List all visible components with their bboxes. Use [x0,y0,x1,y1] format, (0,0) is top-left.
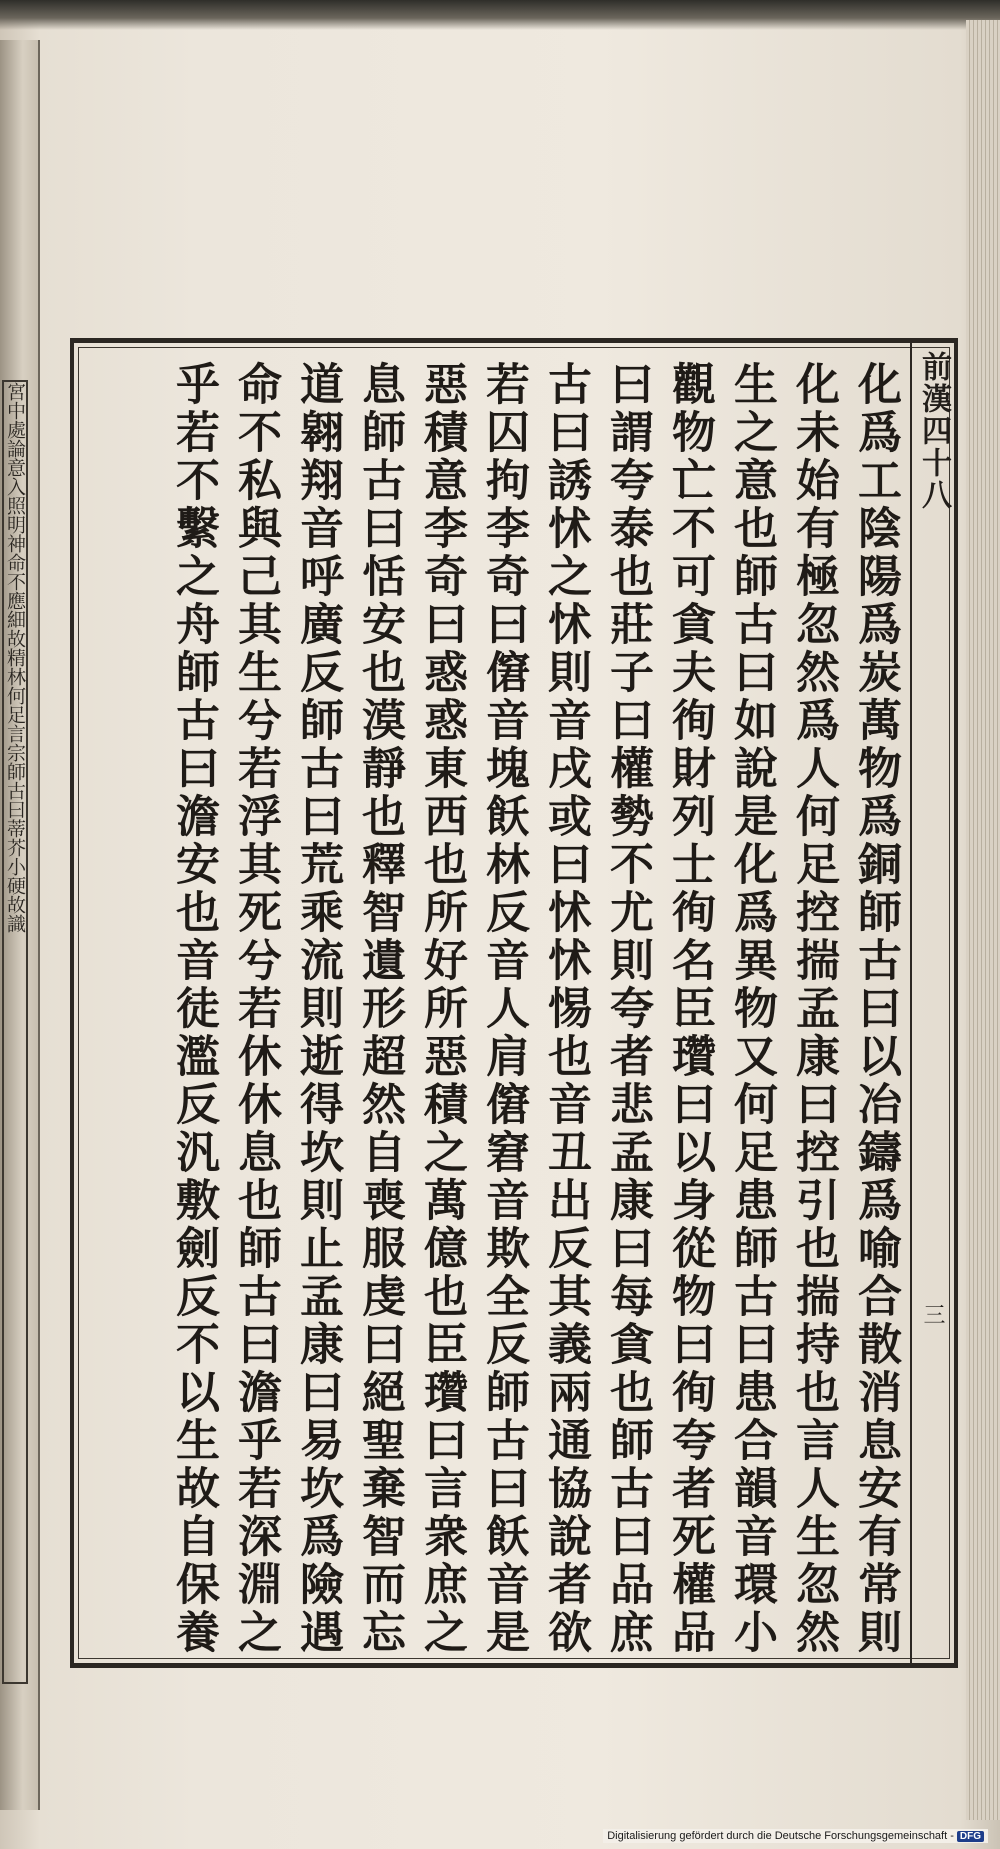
text-column: 觀物亡不可貪夫徇財列士徇名臣瓚曰以身從物曰徇夸者死權品 [664,361,715,1657]
left-page-text-strip [2,380,28,1684]
text-column: 生之意也師古曰如說是化爲異物又何足患師古曰患合韻音環小 [726,361,777,1657]
text-frame [70,338,958,1668]
banxin-page-number: 三 [920,1303,945,1325]
text-column: 道翱翔音呼廣反師古曰荒乘流則逝得坎則止孟康曰易坎爲險遇 [292,361,343,1657]
text-column: 命不私與己其生兮若浮其死兮若休休息也師古曰澹乎若深淵之 [230,361,281,1657]
left-page-edge [0,40,40,1810]
banxin-margin [910,343,954,1663]
text-column: 化未始有極忽然爲人何足控揣孟康曰控引也揣持也言人生忽然 [788,361,839,1657]
text-column: 息師古曰恬安也漠靜也釋智遺形超然自喪服虔曰絕聖棄智而忘 [354,361,405,1657]
left-page-text: 宮中處論意入照明神命不應細故精林何足言宗師古曰蒂芥小硬故識 [4,382,26,933]
text-column: 曰謂夸泰也莊子曰權勢不尤則夸者悲孟康曰每貪也師古曰品庶 [602,361,653,1657]
footer-text: Digitalisierung gefördert durch die Deutsche Forschungsgemeinschaft - [607,1830,954,1842]
top-shadow [0,0,1000,30]
dfg-logo: DFG [957,1831,984,1842]
digitization-footer [603,1829,988,1843]
text-column: 惡積意李奇曰惑惑東西也所好所惡積之萬億也臣瓚曰言衆庶之 [416,361,467,1657]
text-column: 乎若不繫之舟師古曰澹安也音徒濫反汎敷劍反不以生故自保養 [168,361,219,1657]
text-column: 若囚拘李奇曰僒音塊飫林反音人肩僒窘音欺全反師古曰飫音是 [478,361,529,1657]
text-column: 古曰誘怵之怵則音戌或曰怵怵惕也音丑出反其義兩通協說者欲 [540,361,591,1657]
banxin-title: 前漢四十八 [916,351,951,511]
text-column: 化爲工陰陽爲炭萬物爲銅師古曰以冶鑄爲喻合散消息安有常則 [850,361,901,1657]
text-columns [74,343,912,1663]
page-edges [966,20,1000,1820]
